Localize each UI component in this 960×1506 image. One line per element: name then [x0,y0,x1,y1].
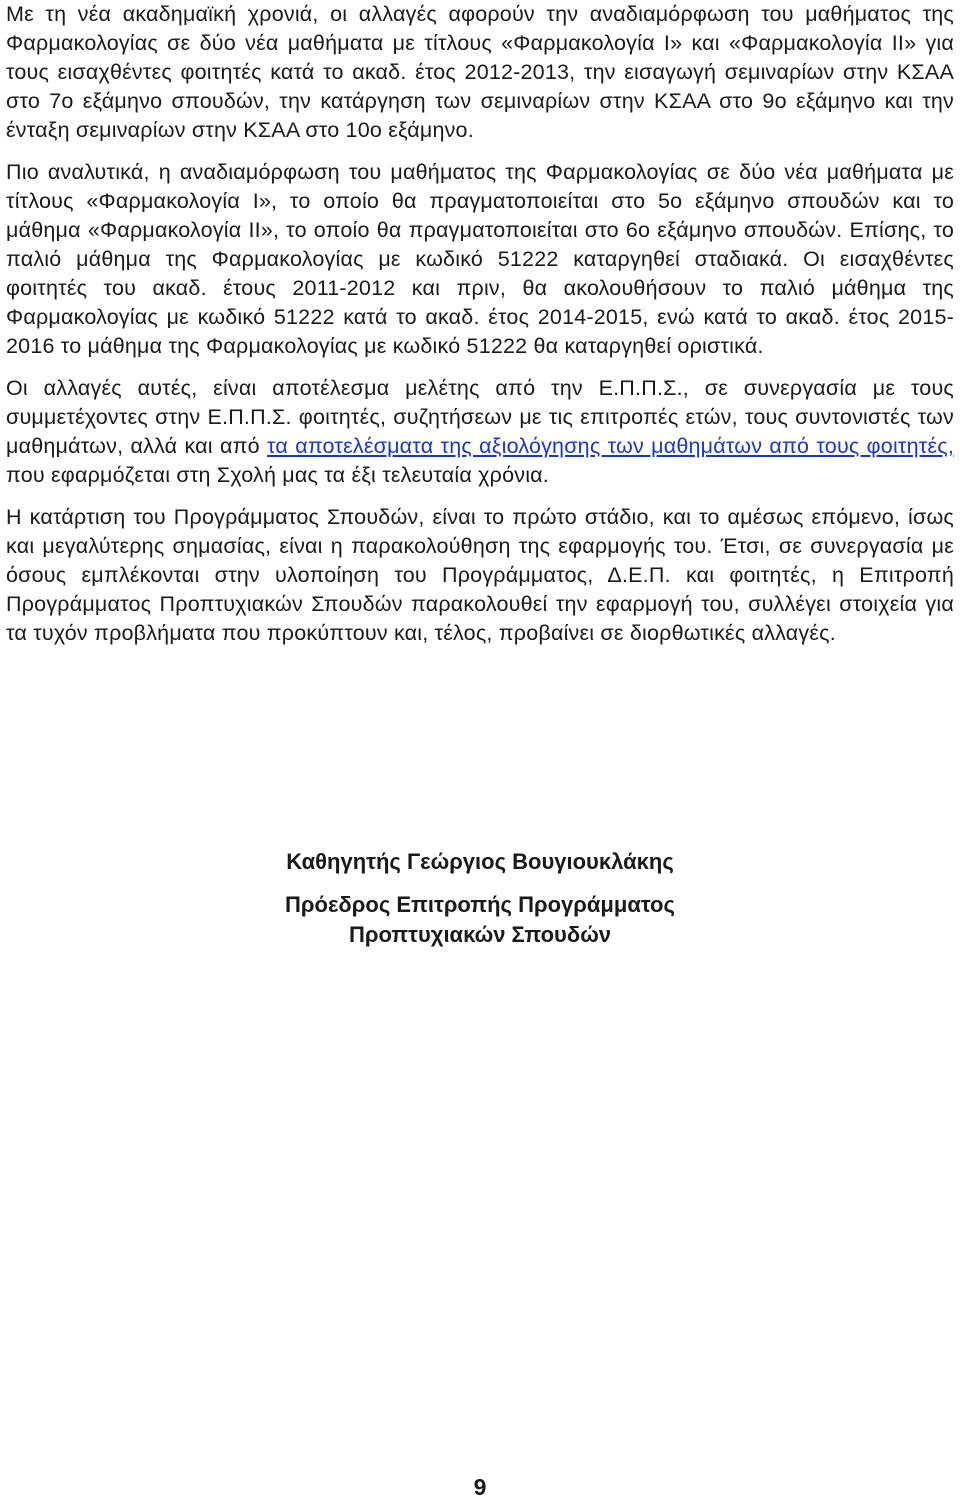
signature-title-line-1: Πρόεδρος Επιτροπής Προγράμματος [285,892,675,917]
paragraph-intro: Με τη νέα ακαδημαϊκή χρονιά, οι αλλαγές αφορούν την αναδιαμόρφωση του μαθήματος της Φαρμακολογίας σε δύο νέα μαθήματα με τίτλους «Φαρμακολογία Ι» και «Φαρμακολογία ΙΙ» για τους εισαχθέντες φοιτητές κατά το ακαδ. έτος 2012-2013, την εισαγωγή σεμιναρίων στην ΚΣΑΑ στο 7ο εξάμηνο σπουδών, την κατάργηση των σεμιναρίων στην ΚΣΑΑ στο 9ο εξάμηνο και την ένταξη σεμιναρίων στην ΚΣΑΑ στο 10ο εξάμηνο. [6,2,954,142]
paragraph-details: Πιο αναλυτικά, η αναδιαμόρφωση του μαθήματος της Φαρμακολογίας σε δύο νέα μαθήματα με τίτλους «Φαρμακολογία Ι», το οποίο θα πραγματοποιείται στο 5ο εξάμηνο σπουδών και το μάθημα «Φαρμακολογία ΙΙ», το οποίο θα πραγματοποιείται στο 6ο εξάμηνο σπουδών. Επίσης, το παλιό μάθημα της Φαρμακολογίας με κωδικό 51222 καταργηθεί σταδιακά. Οι εισαχθέντες φοιτητές του ακαδ. έτους 2011-2012 και πριν, θα ακολουθήσουν το παλιό μάθημα της Φαρμακολογίας με κωδικό 51222 κατά το ακαδ. έτος 2014-2015, ενώ κατά το ακαδ. έτος 2015-2016 το μάθημα της Φαρμακολογίας με κωδικό 51222 θα καταργηθεί οριστικά. [6,160,954,358]
signature-title-line-2: Προπτυχιακών Σπουδών [348,922,612,947]
paragraph-3-text-end: που εφαρμόζεται στη Σχολή μας τα έξι τελευταία χρόνια. [6,463,549,487]
document-body [6,0,954,648]
signature-name: Καθηγητής Γεώργιος Βουγιουκλάκης [286,849,674,874]
paragraph-monitoring: Η κατάρτιση του Προγράμματος Σπουδών, είναι το πρώτο στάδιο, και το αμέσως επόμενο, ίσως και μεγαλύτερης σημασίας, είναι η παρακολούθηση της εφαρμογής του. Έτσι, σε συνεργασία με όσους εμπλέκονται στην υλοποίηση του Προγράμματος, Δ.Ε.Π. και φοιτητές, η Επιτροπή Προγράμματος Προπτυχιακών Σπουδών παρακολουθεί την εφαρμογή του, συλλέγει στοιχεία για τα τυχόν προβλήματα που προκύπτουν και, τέλος, προβαίνει σε διορθωτικές αλλαγές. [6,505,954,645]
page-number: 9 [473,1474,487,1500]
signature-title [0,890,960,950]
paragraph-3-text-start: Οι αλλαγές αυτές, είναι αποτέλεσμα μελέτης από την Ε.Π.Π.Σ., σε συνεργασία με τους συμμετέχοντες στην Ε.Π.Π.Σ. φοιτητές, συζητήσεων με τις επιτροπές ετών, τους συντονιστές των μαθημάτων, αλλά και από [6,376,954,458]
evaluation-results-link[interactable]: τα αποτελέσματα της αξιολόγησης των μαθημάτων από τους φοιτητές, [266,434,954,458]
paragraph-changes-source [6,374,954,490]
